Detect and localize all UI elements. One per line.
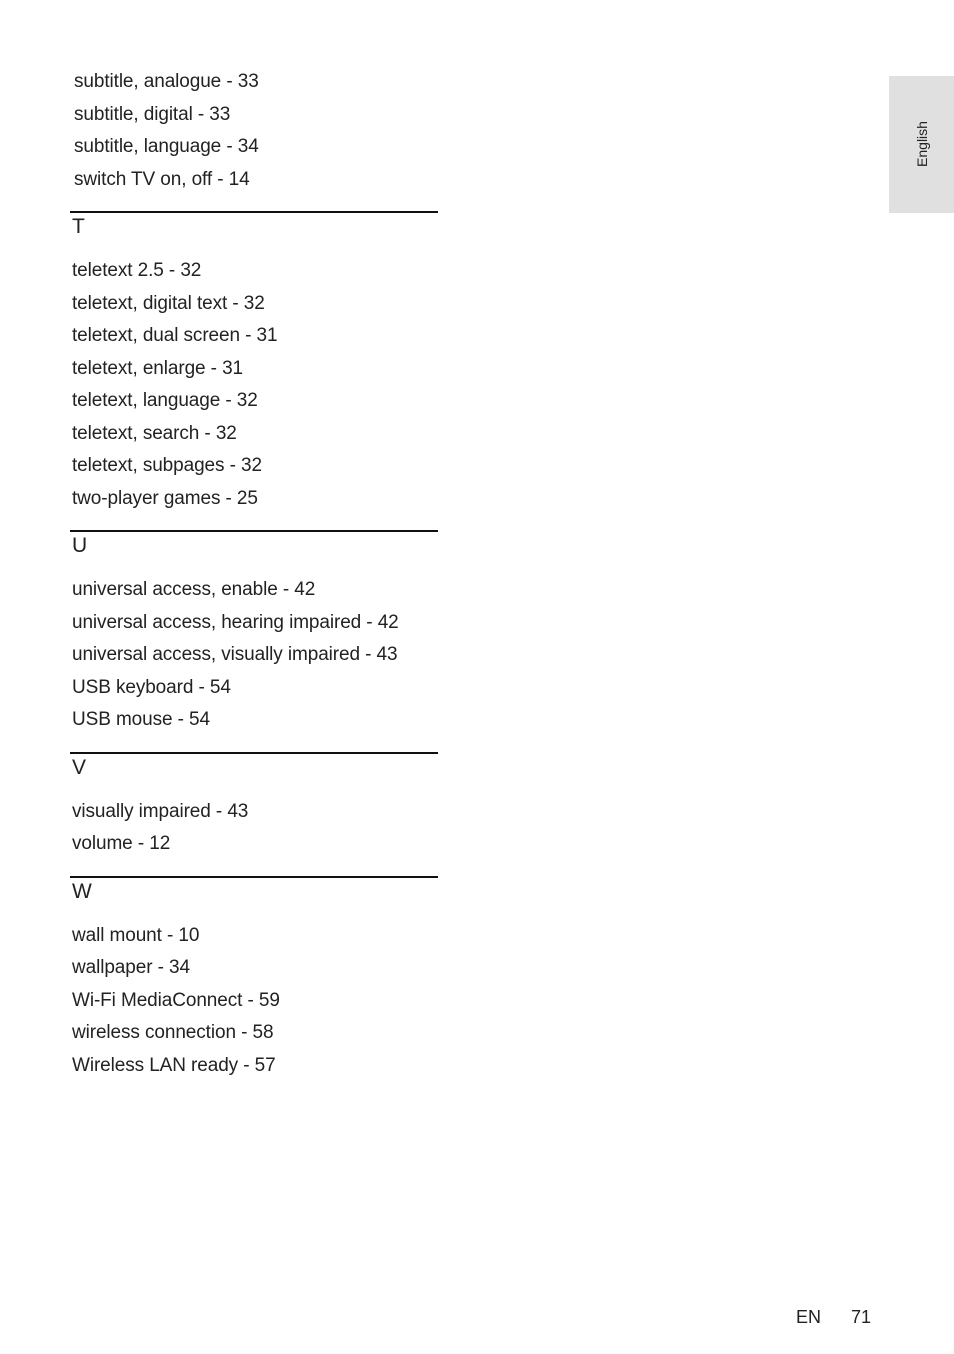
index-entry: subtitle, language - 34 (74, 136, 259, 157)
section-letter: V (72, 755, 87, 779)
index-entry: subtitle, analogue - 33 (74, 71, 259, 92)
index-entry: teletext, subpages - 32 (72, 455, 262, 476)
index-entry: Wireless LAN ready - 57 (72, 1054, 276, 1076)
index-entry: subtitle, digital - 33 (74, 103, 231, 125)
index-entry: wireless connection - 58 (72, 1022, 274, 1043)
index-entry: teletext, enlarge - 31 (72, 357, 244, 379)
index-entry: teletext 2.5 - 32 (72, 260, 202, 281)
index-entry: USB keyboard - 54 (72, 676, 231, 698)
section-t (70, 211, 440, 515)
section-v (70, 752, 440, 861)
index-entry: teletext, language - 32 (72, 390, 258, 411)
index-entry: teletext, dual screen - 31 (72, 325, 278, 346)
language-tab (889, 76, 954, 213)
section-letter: W (72, 879, 92, 903)
index-entry: two-player games - 25 (72, 487, 258, 509)
footer-lang-code: EN (796, 1307, 822, 1327)
page-number: 71 (851, 1307, 872, 1327)
index-entry: USB mouse - 54 (72, 709, 210, 730)
index-entry: wall mount - 10 (72, 924, 200, 946)
section-u (70, 530, 440, 737)
page-footer (796, 1307, 871, 1328)
index-entry: visually impaired - 43 (72, 800, 249, 822)
index-entry: switch TV on, off - 14 (74, 168, 250, 190)
section-w (70, 876, 440, 1083)
section-letter: T (72, 215, 85, 238)
index-entry: teletext, search - 32 (72, 422, 237, 444)
language-tab-label: English (913, 121, 930, 167)
index-entry: Wi-Fi MediaConnect - 59 (72, 989, 280, 1011)
index-entry: universal access, visually impaired - 43 (72, 644, 398, 665)
index-entry: universal access, enable - 42 (72, 579, 316, 600)
index-entry: universal access, hearing impaired - 42 (72, 611, 399, 633)
index-entry: volume - 12 (72, 833, 171, 854)
section-letter: U (72, 534, 88, 557)
index-column (72, 66, 440, 1082)
leading-entries (72, 66, 440, 196)
index-entry: wallpaper - 34 (72, 957, 190, 978)
index-entry: teletext, digital text - 32 (72, 292, 265, 314)
